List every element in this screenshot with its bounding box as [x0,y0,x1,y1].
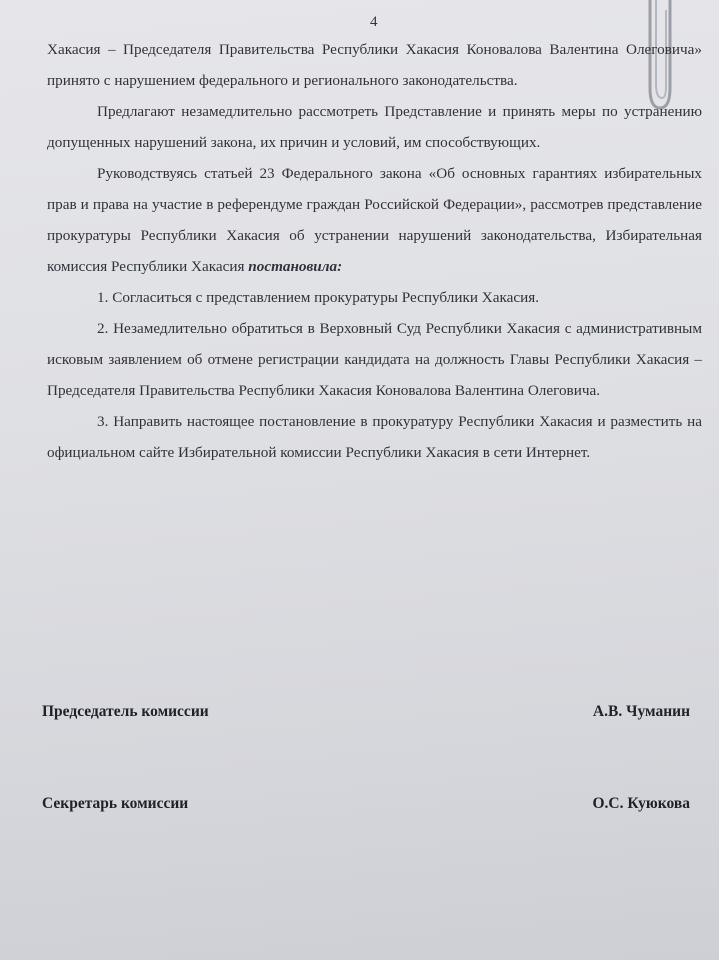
resolution-item-2: 2. Незамедлительно обратиться в Верховный Суд Республики Хакасия с административным исковым заявлением об отмене регистрации кандидата на должность Главы Республики Хакасия – Председателя Правительства Республики Хакасия Коновалова Валентина Олеговича. [47,320,702,399]
resolution-text: Руководствуясь статьей 23 Федерального закона «Об основных гарантиях избирательных прав и права на участие в референдуме граждан Российской Федерации», рассмотрев представление прокуратуры Республики Хакасия об устранении нарушений законодательства, Избирательная комиссия Республики Хакасия [47,165,702,275]
document-body [47,34,702,468]
paragraph-continuation: Хакасия – Председателя Правительства Республики Хакасия Коновалова Валентина Олеговича» принято с нарушением федерального и регионального законодательства. [47,41,702,89]
paragraph-resolution [47,158,702,282]
paragraph-proposal: Предлагают незамедлительно рассмотреть Представление и принять меры по устранению допущенных нарушений закона, их причин и условий, им способствующих. [47,103,702,151]
chair-name: А.В. Чуманин [592,703,690,720]
resolution-item-3: 3. Направить настоящее постановление в прокуратуру Республики Хакасия и разместить на официальном сайте Избирательной комиссии Республики Хакасия в сети Интернет. [47,413,702,461]
chair-role: Председатель комиссии [42,703,209,720]
secretary-role: Секретарь комиссии [42,795,189,812]
resolution-item-1: 1. Согласиться с представлением прокуратуры Республики Хакасия. [97,289,540,306]
page-number: 4 [370,14,378,30]
resolution-keyword: постановила: [248,258,343,275]
secretary-name: О.С. Куюкова [592,795,690,812]
